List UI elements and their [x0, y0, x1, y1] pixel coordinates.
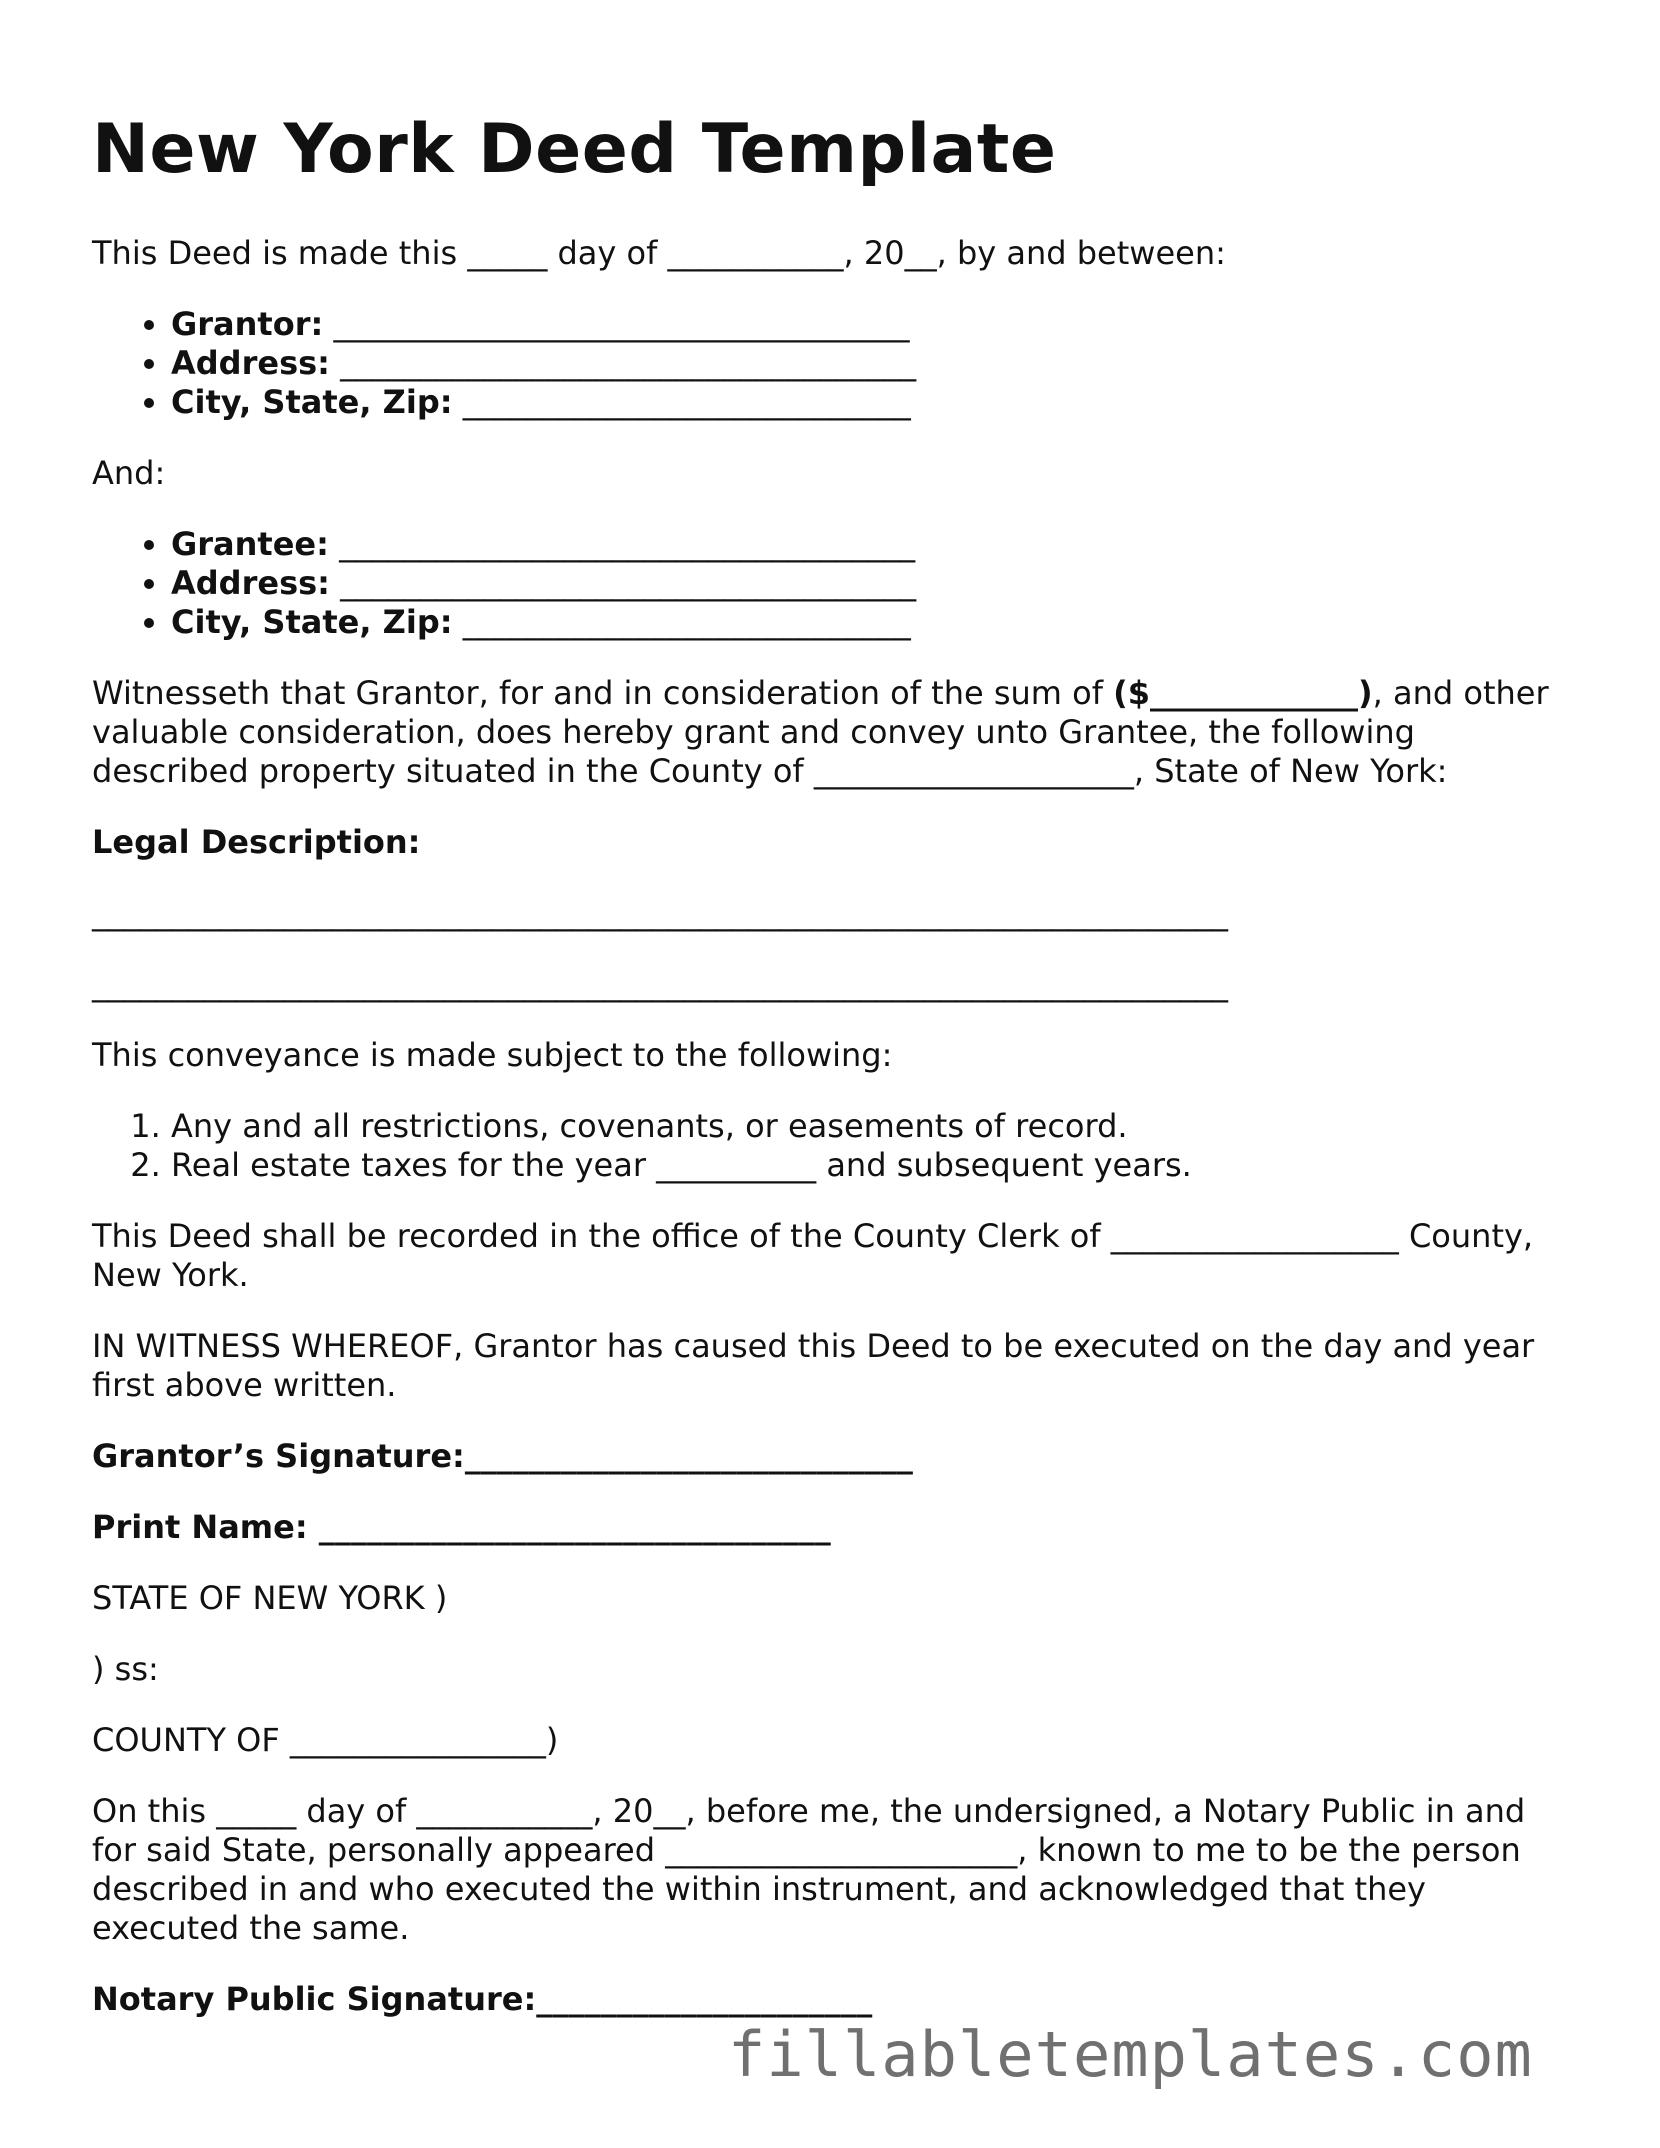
- grantee-field-list: [92, 525, 1572, 642]
- ss-line: ) ss:: [92, 1650, 159, 1688]
- grantee-address-field: [171, 564, 1572, 603]
- condition-item: 2. Real estate taxes for the year __________ and subsequent years.: [171, 1146, 1572, 1185]
- field-label: City, State, Zip:: [171, 603, 453, 641]
- grantee-field: [171, 525, 1572, 564]
- field-label: Address:: [171, 344, 330, 382]
- signature-label: Grantor’s Signature:: [92, 1437, 465, 1475]
- print-name-line: [92, 1508, 1572, 1547]
- grantor-signature-line: [92, 1437, 1572, 1476]
- intro-paragraph: This Deed is made this _____ day of ___________, 20__, by and between:: [92, 234, 1226, 272]
- page-title: New York Deed Template: [92, 110, 1057, 189]
- field-blank[interactable]: ____________________________________: [329, 564, 917, 602]
- watermark: fillabletemplates.com: [728, 2018, 1533, 2091]
- witnesseth-after: , and other valuable consideration, does hereby grant and convey unto Grantee, the following described property situated in the County of ____________________, State of New York:: [92, 674, 1549, 790]
- recording-paragraph: This Deed shall be recorded in the office of the County Clerk of __________________ County, New York.: [92, 1217, 1534, 1294]
- in-witness-paragraph: IN WITNESS WHEREOF, Grantor has caused this Deed to be executed on the day and year first above written.: [92, 1327, 1535, 1404]
- field-label: City, State, Zip:: [171, 383, 453, 421]
- field-blank[interactable]: ____________________________________: [329, 344, 917, 382]
- grantor-field-list: [92, 305, 1572, 422]
- notary-signature-blank[interactable]: _____________________: [536, 1980, 873, 2018]
- witnesseth-before: Witnesseth that Grantor, for and in consideration of the sum of: [92, 674, 1114, 712]
- field-label: Address:: [171, 564, 330, 602]
- notary-signature-line: [92, 1980, 1572, 2019]
- field-blank[interactable]: ____________________________________: [328, 525, 916, 563]
- legal-description-line[interactable]: _______________________________________________________________________: [92, 894, 1228, 932]
- legal-description-label: [92, 823, 1572, 862]
- print-name-blank[interactable]: ________________________________: [307, 1508, 831, 1546]
- field-label: Grantor:: [171, 305, 324, 343]
- deed-document: [92, 110, 1572, 2019]
- field-blank[interactable]: ____________________________________: [323, 305, 910, 343]
- grantor-city-state-zip-field: [171, 383, 1572, 422]
- legal-description-line[interactable]: _______________________________________________________________________: [92, 965, 1228, 1003]
- state-line: STATE OF NEW YORK ): [92, 1579, 448, 1617]
- grantee-city-state-zip-field: [171, 603, 1572, 642]
- and-text: And:: [92, 454, 166, 492]
- conveyance-intro: This conveyance is made subject to the following:: [92, 1036, 893, 1074]
- field-blank[interactable]: ____________________________: [452, 383, 911, 421]
- notary-signature-label: Notary Public Signature:: [92, 1980, 537, 2018]
- grantor-address-field: [171, 344, 1572, 383]
- county-line: COUNTY OF ________________): [92, 1721, 559, 1759]
- grantor-field: [171, 305, 1572, 344]
- witnesseth-paragraph: [92, 674, 1572, 791]
- print-name-label: Print Name:: [92, 1508, 308, 1546]
- consideration-amount[interactable]: ($_____________): [1113, 674, 1373, 712]
- condition-item: 1. Any and all restrictions, covenants, or easements of record.: [171, 1107, 1572, 1146]
- signature-blank[interactable]: ____________________________: [464, 1437, 913, 1475]
- field-label: Grantee:: [171, 525, 329, 563]
- notary-paragraph: On this _____ day of ___________, 20__, before me, the undersigned, a Notary Public in and for said State, personally appeared ______________________, known to me to be the person described in and who executed the within instrument, and acknowledged that they executed the same.: [92, 1792, 1526, 1947]
- field-blank[interactable]: ____________________________: [452, 603, 911, 641]
- legal-description-label-text: Legal Description:: [92, 823, 421, 861]
- conditions-list: [92, 1107, 1572, 1185]
